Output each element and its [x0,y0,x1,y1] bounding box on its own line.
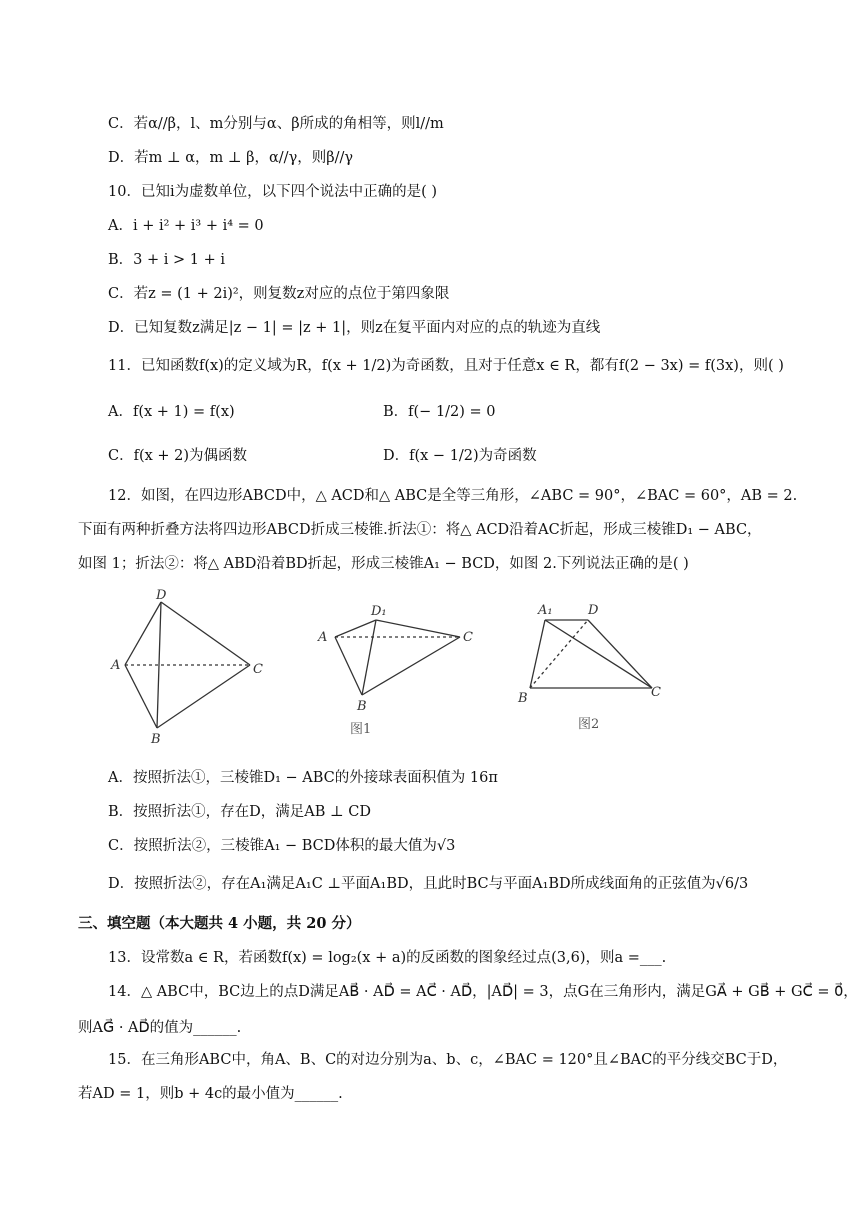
option-9d: D．若m ⊥ α，m ⊥ β，α//γ，则β//γ [108,150,354,166]
figure-2 [510,598,670,738]
fig0-label-b: B [151,732,161,747]
option-10b: B．3 + i > 1 + i [108,252,225,268]
section-heading-fill-in: 三、填空题（本大题共 4 小题，共 20 分） [78,915,361,932]
option-11b: B．f(− 1/2) = 0 [383,404,496,420]
question-11: 11．已知函数f(x)的定义域为R，f(x + 1/2)为奇函数，且对于任意x ∈ R，都有f(2 − 3x) = f(3x)，则( ) [108,358,784,374]
question-15-line2: 若AD = 1，则b + 4c的最小值为______. [78,1086,343,1102]
question-15-line1: 15．在三角形ABC中，角A、B、C的对边分别为a、b、c，∠BAC = 120°且∠BAC的平分线交BC于D， [108,1052,788,1068]
option-11c: C．f(x + 2)为偶函数 [108,448,248,464]
question-12-line2: 下面有两种折叠方法将四边形ABCD折成三棱锥.折法①：将△ ACD沿着AC折起，形成三棱锥D₁ − ABC， [78,522,762,538]
fig0-label-c: C [253,662,263,677]
fig1-label-a: A [318,630,328,645]
option-12b: B．按照折法①，存在D，满足AB ⊥ CD [108,804,371,820]
fig0-label-d: D [156,588,167,603]
option-12c: C．按照折法②，三棱锥A₁ − BCD体积的最大值为√3 [108,838,456,854]
question-12-line1: 12．如图，在四边形ABCD中，△ ACD和△ ABC是全等三角形，∠ABC = 90°，∠BAC = 60°，AB = 2. [108,488,798,504]
option-10d: D．已知复数z满足|z − 1| = |z + 1|，则z在复平面内对应的点的轨迹为直线 [108,320,601,336]
fig1-label-d1: D₁ [371,604,387,619]
question-12-line3: 如图 1；折法②：将△ ABD沿着BD折起，形成三棱锥A₁ − BCD，如图 2.下列说法正确的是( ) [78,556,689,572]
option-9c: C．若α//β，l、m分别与α、β所成的角相等，则l//m [108,116,444,132]
option-11d: D．f(x − 1/2)为奇函数 [383,448,537,464]
fig1-label-b: B [357,699,367,714]
question-14-line1: 14．△ ABC中，BC边上的点D满足AB⃗ · AD⃗ = AC⃗ · AD⃗，|AD⃗| = 3，点G在三角形内，满足GA⃗ + GB⃗ + GC⃗ = 0⃗， [108,984,858,1000]
fig2-label-b: B [518,691,528,706]
question-10: 10．已知i为虚数单位，以下四个说法中正确的是( ) [108,184,438,200]
option-10a: A．i + i² + i³ + i⁴ = 0 [108,218,264,234]
fig2-label-a1: A₁ [538,603,553,618]
fig1-label-c: C [463,630,473,645]
fig1-caption: 图1 [350,722,372,737]
fig0-label-a: A [111,658,121,673]
figure-quadrilateral [105,585,275,750]
figure-1 [310,595,485,740]
option-11a: A．f(x + 1) = f(x) [108,404,235,420]
fig2-caption: 图2 [578,717,600,732]
option-10c: C．若z = (1 + 2i)²，则复数z对应的点位于第四象限 [108,286,450,302]
question-13: 13．设常数a ∈ R，若函数f(x) = log₂(x + a)的反函数的图象经过点(3,6)，则a =___. [108,950,667,966]
fig2-label-d: D [588,603,599,618]
option-12a: A．按照折法①，三棱锥D₁ − ABC的外接球表面积值为 16π [108,770,498,786]
question-14-line2: 则AG⃗ · AD⃗的值为______. [78,1020,242,1036]
option-12d: D．按照折法②，存在A₁满足A₁C ⊥平面A₁BD，且此时BC与平面A₁BD所成线面角的正弦值为√6/3 [108,876,749,892]
fig2-label-c: C [651,685,661,700]
